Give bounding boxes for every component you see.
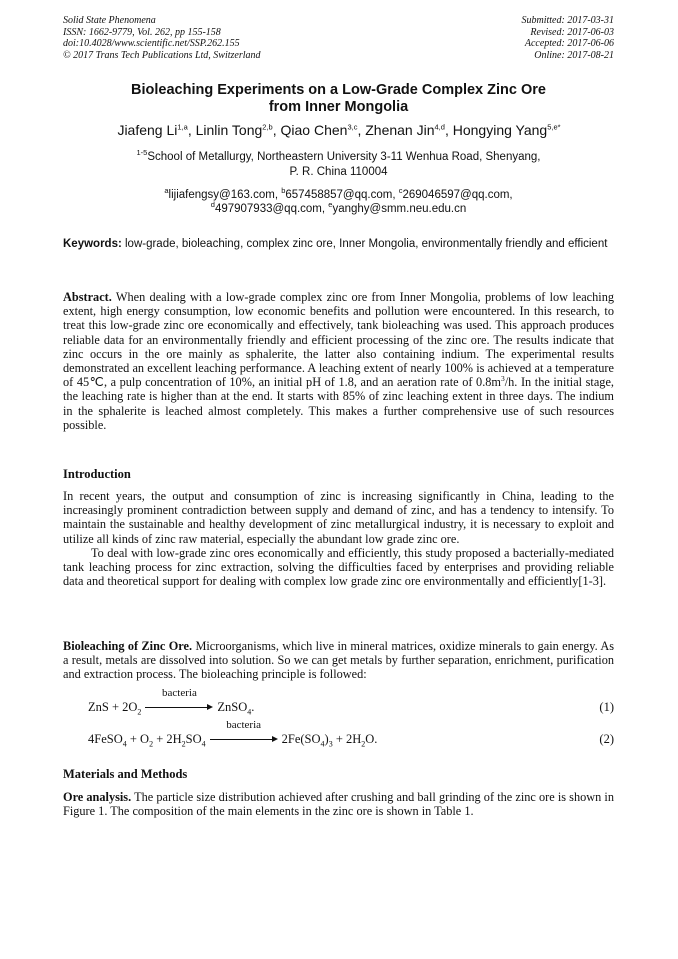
reaction-arrow [210, 719, 278, 747]
author-affil-mark: 2,b [262, 122, 273, 132]
email-link[interactable]: 269046597@qq.com [402, 189, 510, 201]
email-mark: c [398, 186, 403, 196]
equation-1: ZnS + $2O_2$ bacteria ZnSO$_4$. [88, 687, 255, 717]
title-line-2: from Inner Mongolia [268, 99, 409, 115]
introduction-heading: Introduction [63, 467, 131, 481]
reaction-arrow [145, 687, 213, 715]
publication-dates [522, 15, 615, 61]
equation-1-number: (1) [599, 700, 614, 714]
bioleaching-text: Microorganisms, which live in mineral matrices, oxidize minerals to gain energy. As a result, metals are dissolved into solution. So we can get metals by further separation, enrichment, purification and extraction process. The bioleaching principle is followed: [63, 639, 614, 682]
intro-paragraph-1: In recent years, the output and consumption of zinc is increasing significantly in China, leading to the increasingly prominent contradiction between supply and demand of zinc, and has a tendency to intensify. To maintain the sustainable and healthy development of zinc metallurgical industry, it is necessary to exploit and utilize all kinds of zinc raw material, especially the abundant low grade zinc ore. [63, 489, 614, 546]
date-accepted: Accepted: 2017-06-06 [524, 38, 614, 50]
arrow-label: bacteria [162, 687, 197, 699]
date-revised: Revised: 2017-06-03 [530, 26, 614, 38]
journal-doi[interactable]: doi:10.4028/www.scientific.net/SSP.262.155 [63, 38, 240, 50]
abstract-label: Abstract. [63, 290, 112, 304]
email-mark: b [281, 186, 286, 196]
email-link[interactable]: lijiafengsy@163.com [168, 189, 275, 201]
author-name: Zhenan Jin [365, 122, 435, 138]
author-name: Qiao Chen [280, 122, 348, 138]
email-mark: a [164, 186, 169, 196]
author-affil-mark: 4,d [434, 122, 445, 132]
affiliation-line-1 [63, 150, 614, 165]
abstract-text: When dealing with a low-grade complex zinc ore from Inner Mongolia, problems of low leaching extent, high energy consumption, low economic benefits and pollution were encountered. In this research, to treat this low-grade zinc ore economically and effectively, tank bioleaching was used. This approach produces reliable data for an environmentally friendly and efficient processing of the zinc ore. The results indicate that zinc occurs in the ore mainly as sphalerite, the latter also containing indium. The experimental results demonstrated an excellent leaching performance. A leaching extent of nearly 100% is achieved at a temperature of 45℃, a pulp concentration of 10%, an initial pH of 1.8, and an aeration rate of 0.8m [63, 290, 614, 390]
email-link[interactable]: yanghy@smm.neu.edu.cn [332, 203, 467, 215]
affiliation-line-2: P. R. China 110004 [289, 166, 388, 178]
email-mark: d [210, 200, 215, 210]
email-link[interactable]: 657458857@qq.com [285, 189, 393, 201]
equation-2-number: (2) [599, 732, 614, 746]
author-affil-mark: 1,a [177, 122, 188, 132]
email-mark: e [328, 200, 333, 210]
affiliation-mark: 1-5 [136, 148, 148, 158]
keywords-label: Keywords: [63, 238, 122, 250]
arrow-label: bacteria [226, 719, 262, 731]
introduction-body [63, 489, 614, 588]
email-line-2: $^d$497907933@qq.com, $^e$yanghy@smm.neu.edu.cn [210, 200, 467, 215]
author-name: Linlin Tong [195, 122, 263, 138]
paper-title [63, 82, 614, 116]
author-name: Jiafeng Li [117, 122, 178, 138]
keywords [63, 237, 614, 252]
affiliation-text: School of Metallurgy, Northeastern University 3-11 Wenhua Road, Shenyang, [147, 151, 541, 163]
journal-issn: ISSN: 1662-9779, Vol. 262, pp 155-158 [63, 26, 221, 38]
email-line-1: $^a$lijiafengsy@163.com, $^b$657458857@qq.com, $^c$269046597@qq.com, [164, 186, 513, 201]
title-line-1: Bioleaching Experiments on a Low-Grade Complex Zinc Ore [131, 82, 546, 98]
ore-analysis-text: The particle size distribution achieved after crushing and ball grinding of the zinc ore is shown in Figure 1. The composition of the main elements in the zinc ore is shown in Table 1. [63, 790, 614, 819]
email-link[interactable]: 497907933@qq.com [214, 203, 322, 215]
keywords-text: low-grade, bioleaching, complex zinc ore, Inner Mongolia, environmentally friendly and efficient [125, 238, 608, 250]
ore-analysis-label: Ore analysis. [63, 790, 132, 804]
equation-2: 4FeSO$_4$ + $O_2 + 2H_2SO_4$ bacteria $2Fe(SO_4)_3 + 2H_2O$. [88, 719, 378, 749]
author-name: Hongying Yang [452, 122, 548, 138]
author-affil-mark: 3,c [347, 122, 358, 132]
email-list [63, 188, 614, 216]
materials-heading: Materials and Methods [63, 767, 188, 781]
abstract-text-end: /h. In the initial stage, the leaching rate is higher than at the end. It starts with 85% of zinc leaching extent in three days. The indium in the sphalerite is leached almost completely. This makes a further comprehensive use of such resources possible. [63, 375, 614, 432]
author-affil-mark: 5,e* [547, 122, 561, 132]
journal-name: Solid State Phenomena [63, 15, 156, 26]
journal-copyright: © 2017 Trans Tech Publications Ltd, Switzerland [63, 49, 261, 61]
author-list: Jiafeng Li$^{1,a}$, Linlin Tong$^{2,b}$, Qiao Chen$^{3,c}$, Zhenan Jin$^{4,d}$, Hongying Yang$^{5,e*}$ [117, 122, 561, 138]
bioleaching-label: Bioleaching of Zinc Ore. [63, 639, 193, 653]
affiliation [63, 150, 614, 180]
date-online: Online: 2017-08-21 [534, 49, 614, 61]
bioleaching-paragraph [63, 639, 614, 682]
unit-exponent: 3 [500, 374, 505, 384]
ore-analysis-paragraph [63, 790, 614, 818]
journal-info [63, 15, 261, 61]
date-submitted: Submitted: 2017-03-31 [521, 15, 614, 26]
abstract [63, 290, 614, 432]
intro-paragraph-2: To deal with low-grade zinc ores economically and efficiently, this study proposed a bacterially-mediated tank leaching process for zinc extraction, solving the difficulties faced by enterprises and providing reliable data and theoretical support for dealing with complex low grade zinc ore environmentally and efficiently[1-3]. [63, 545, 614, 589]
